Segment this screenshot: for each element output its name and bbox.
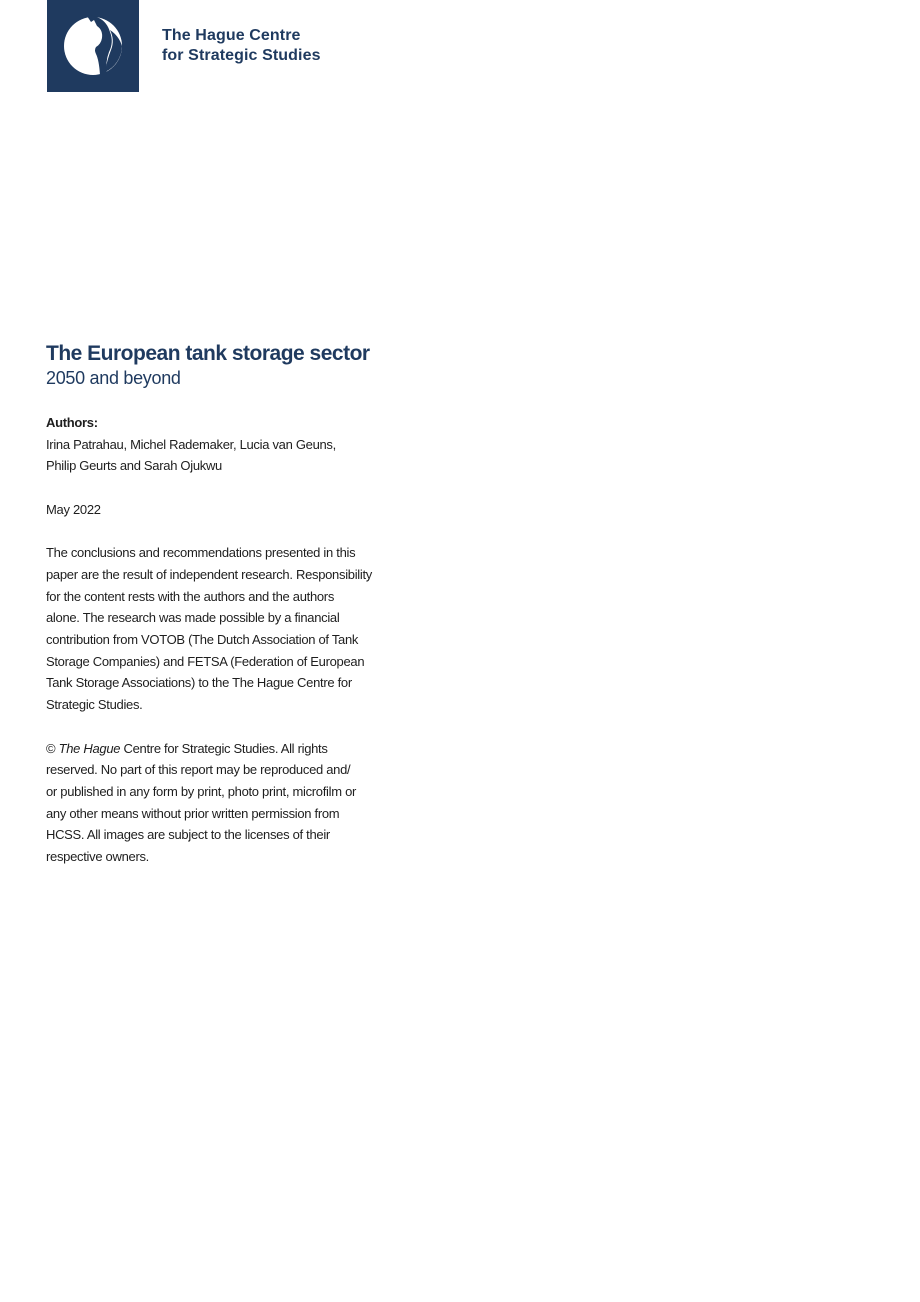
disclaimer-line: contribution from VOTOB (The Dutch Association of Tank: [46, 632, 359, 647]
org-name-line-2: for Strategic Studies: [162, 47, 321, 64]
copyright-line: [46, 738, 426, 760]
disclaimer-line: The conclusions and recommendations presented in this: [46, 545, 356, 561]
disclaimer-line: paper are the result of independent research. Responsibility: [46, 566, 372, 582]
copyright-line: respective owners.: [46, 849, 149, 865]
disclaimer-paragraph: [46, 542, 426, 716]
disclaimer-line: for the content rests with the authors and the authors: [46, 588, 335, 604]
authors-line-2: Philip Geurts and Sarah Ojukwu: [46, 458, 222, 474]
disclaimer-line: alone. The research was made possible by a financial: [46, 610, 340, 626]
body-text: [46, 412, 426, 868]
copyright-paragraph: [46, 738, 426, 868]
title-block: [46, 341, 466, 389]
organization-name: [162, 26, 321, 66]
copyright-line: HCSS. All images are subject to the licenses of their: [46, 827, 330, 843]
report-title: The European tank storage sector: [46, 342, 370, 365]
disclaimer-line: Storage Companies) and FETSA (Federation of European: [46, 653, 365, 669]
copyright-line-1-rest: Centre for Strategic Studies. All rights: [123, 740, 328, 756]
org-name-line-1: The Hague Centre: [162, 27, 301, 44]
copyright-symbol: ©: [46, 740, 56, 756]
publication-date: May 2022: [46, 501, 101, 517]
disclaimer-line: Strategic Studies.: [46, 697, 143, 713]
disclaimer-line: Tank Storage Associations) to the The Hague Centre for: [46, 675, 352, 691]
copyright-line: reserved. No part of this report may be reproduced and/: [46, 762, 351, 778]
copyright-italic-org: The Hague: [58, 740, 121, 756]
hcss-logo: [47, 0, 139, 92]
report-subtitle: 2050 and beyond: [46, 368, 181, 388]
copyright-line: or published in any form by print, photo print, microfilm or: [46, 783, 357, 799]
authors-label: Authors:: [46, 415, 98, 430]
copyright-line: any other means without prior written permission from: [46, 805, 340, 821]
horse-head-icon: [47, 0, 139, 92]
authors-line-1: Irina Patrahau, Michel Rademaker, Lucia van Geuns,: [46, 436, 336, 452]
